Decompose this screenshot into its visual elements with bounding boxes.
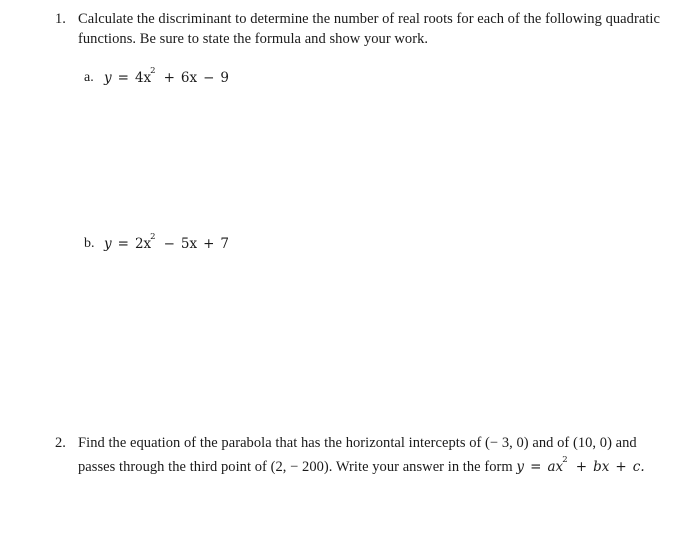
question-2-text-line-1: Find the equation of the parabola that has the horizontal intercepts of (− 3, 0) and of (10, 0) and [78,435,637,451]
part-b-op-2: + [203,236,215,252]
part-a-term-1: $4x^2$ [134,66,156,86]
question-2-form-exponent: 2 [562,455,568,465]
part-a-equation [104,66,229,86]
part-a-term-3: 9 [220,70,229,86]
part-b-lhs: y [104,236,112,252]
part-b-equation [104,232,229,252]
question-2-text-line-2 [78,455,645,476]
question-1-text-line-1: Calculate the discriminant to determine the number of real roots for each of the following quadratic [78,11,660,27]
part-b-term-3: 7 [220,236,229,252]
part-b-equals: = [117,236,129,252]
question-1-text-line-2: functions. Be sure to state the formula and show your work. [78,31,429,47]
part-b-term-1: $2x^2$ [134,232,156,252]
part-a-exponent: 2 [150,66,156,76]
part-a-label: a. [84,70,94,85]
question-2-number: 2. [55,435,66,451]
part-b-op-1: − [163,236,175,252]
part-a-lhs: y [104,70,112,86]
part-a-op-1: + [163,70,175,86]
question-2-form-equation: $y = ax^2$ + bx + c. [516,455,645,475]
part-b-exponent: 2 [150,232,156,242]
part-b-label: b. [84,236,95,251]
part-a-term-2: 6x [180,70,198,86]
part-b-term-2: 5x [180,236,198,252]
part-a-equals: = [117,70,129,86]
question-1-number: 1. [55,11,66,27]
part-a-op-2: − [203,70,215,86]
question-2-line-2-text: passes through the third point of (2, − 200). Write your answer in the form [78,459,517,475]
